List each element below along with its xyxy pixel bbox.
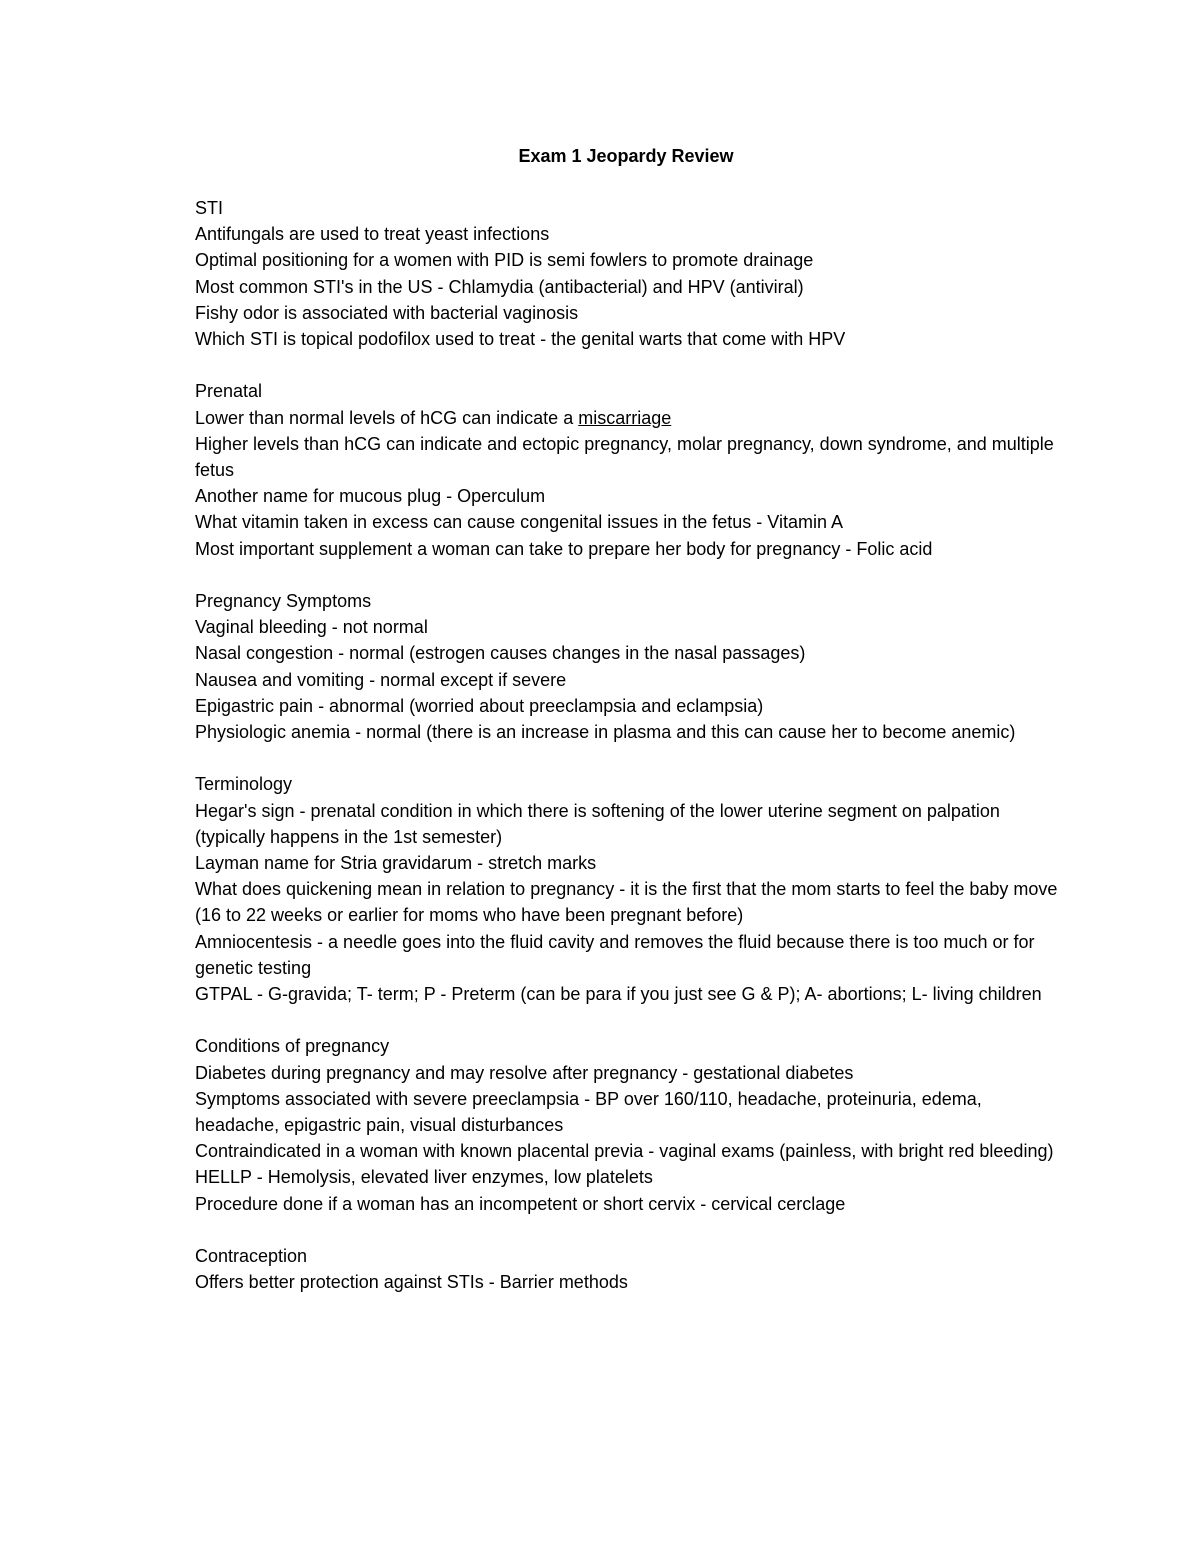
text-line: GTPAL - G-gravida; T- term; P - Preterm (can be para if you just see G & P); A- abortions; L- living children — [195, 984, 1042, 1005]
section-prenatal — [195, 378, 1065, 561]
document-body — [195, 195, 1065, 1322]
text-line — [195, 405, 1065, 431]
section-heading: Prenatal — [195, 381, 263, 402]
text-line: Higher levels than hCG can indicate and ectopic pregnancy, molar pregnancy, down syndrome, and multiple fetus — [195, 433, 1054, 481]
text-line: Epigastric pain - abnormal (worried about preeclampsia and eclampsia) — [195, 695, 764, 716]
document-title: Exam 1 Jeopardy Review — [518, 146, 734, 166]
text-line: Layman name for Stria gravidarum - stretch marks — [195, 853, 597, 874]
text-line: Diabetes during pregnancy and may resolve after pregnancy - gestational diabetes — [195, 1062, 854, 1083]
section-sti — [195, 195, 1065, 352]
text-line: Procedure done if a woman has an incompetent or short cervix - cervical cerclage — [195, 1193, 846, 1214]
text-line: Hegar's sign - prenatal condition in which there is softening of the lower uterine segment on palpation (typically happens in the 1st semester) — [195, 800, 1000, 847]
section-conditions-of-pregnancy — [195, 1033, 1065, 1216]
text-line: What vitamin taken in excess can cause congenital issues in the fetus - Vitamin A — [195, 512, 843, 533]
text-line: Most common STI's in the US - Chlamydia (antibacterial) and HPV (antiviral) — [195, 276, 804, 297]
text-line: Vaginal bleeding - not normal — [195, 617, 428, 638]
text-line: Amniocentesis - a needle goes into the fluid cavity and removes the fluid because there is too much or for genetic testing — [195, 931, 1035, 978]
text-line: Optimal positioning for a women with PID is semi fowlers to promote drainage — [195, 250, 814, 271]
text-line: Another name for mucous plug - Operculum — [195, 486, 546, 507]
section-heading: Terminology — [195, 774, 293, 795]
section-terminology — [195, 771, 1065, 1007]
section-pregnancy-symptoms — [195, 588, 1065, 745]
text-line: Most important supplement a woman can take to prepare her body for pregnancy - Folic acid — [195, 538, 933, 559]
underlined-term: miscarriage — [578, 407, 672, 428]
text-line: Physiologic anemia - normal (there is an increase in plasma and this can cause her to become anemic) — [195, 722, 1016, 743]
text-line: Nasal congestion - normal (estrogen causes changes in the nasal passages) — [195, 643, 806, 664]
text-line: HELLP - Hemolysis, elevated liver enzymes, low platelets — [195, 1167, 653, 1188]
section-heading: Conditions of pregnancy — [195, 1036, 390, 1057]
text-line: Which STI is topical podofilox used to treat - the genital warts that come with HPV — [195, 329, 846, 350]
text-line: What does quickening mean in relation to pregnancy - it is the first that the mom starts to feel the baby move (16 to 22 weeks or earlier for moms who have been pregnant before) — [195, 879, 1058, 926]
section-heading: Contraception — [195, 1246, 308, 1267]
text-line: Contraindicated in a woman with known placental previa - vaginal exams (painless, with bright red bleeding) — [195, 1141, 1054, 1162]
text-line: Offers better protection against STIs - Barrier methods — [195, 1272, 628, 1293]
section-heading: Pregnancy Symptoms — [195, 591, 372, 612]
section-contraception — [195, 1243, 1065, 1295]
text-line: Fishy odor is associated with bacterial vaginosis — [195, 302, 579, 323]
text-fragment: Lower than normal levels of hCG can indicate a — [195, 407, 579, 428]
text-line: Nausea and vomiting - normal except if severe — [195, 669, 567, 690]
section-heading: STI — [195, 198, 224, 218]
text-line: Antifungals are used to treat yeast infections — [195, 224, 550, 245]
text-line: Symptoms associated with severe preeclampsia - BP over 160/110, headache, proteinuria, edema, headache, epigastric pain, visual disturbances — [195, 1088, 982, 1136]
